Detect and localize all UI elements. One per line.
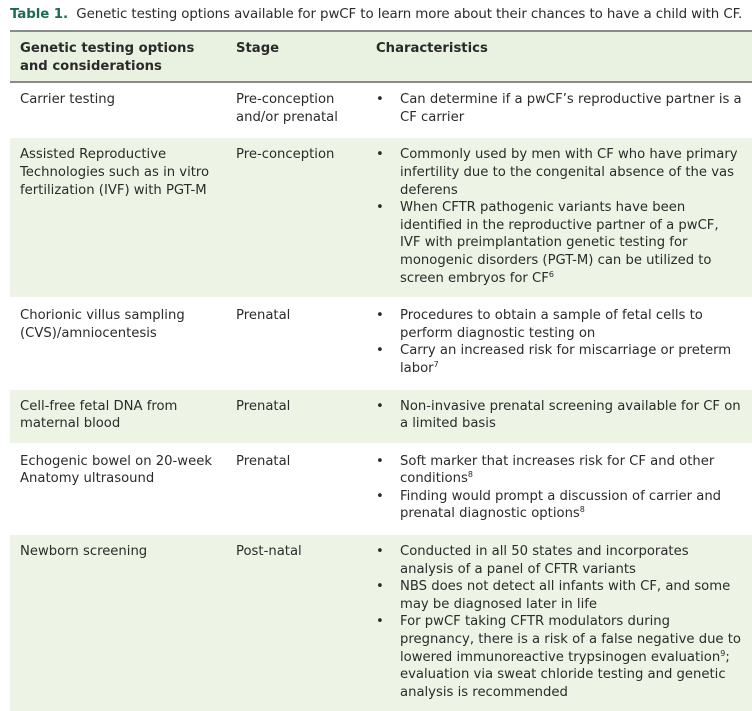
characteristics-list [376, 398, 742, 433]
characteristic-text: For pwCF taking CFTR modulators during pregnancy, there is a risk of a false negative due to lowered immunoreactive trypsinogen evaluation [400, 614, 741, 665]
characteristic-item [376, 307, 742, 342]
stage-cell: Prenatal [226, 298, 366, 388]
characteristic-item [376, 146, 742, 199]
table-row [10, 389, 752, 444]
characteristic-text: Commonly used by men with CF who have primary infertility due to the congenital absence of the vas deferens [400, 147, 738, 198]
genetic-testing-table [10, 30, 752, 711]
reference-superscript: 6 [548, 269, 554, 279]
stage-cell: Prenatal [226, 389, 366, 444]
table-row [10, 298, 752, 388]
stage-cell: Pre-conception and/or prenatal [236, 92, 338, 125]
characteristic-text-tail: ; evaluation via sweat chloride testing and genetic analysis is recommended [400, 649, 730, 700]
characteristic-text: When CFTR pathogenic variants have been identified in the reproductive partner of a pwCF, IVF with preimplantation genetic testing for monogenic disorders (PGT-M) can be utilized to screen embryos for CF [400, 200, 719, 286]
option-cell: Chorionic villus sampling (CVS)/amniocentesis [10, 298, 226, 388]
characteristic-item [376, 453, 742, 488]
header-option: Genetic testing options and considerations [10, 31, 226, 82]
characteristic-text: Conducted in all 50 states and incorporates analysis of a panel of CFTR variants [400, 544, 689, 577]
characteristic-text: Non-invasive prenatal screening available for CF on a limited basis [400, 398, 741, 432]
characteristic-item [376, 613, 742, 701]
characteristic-item [376, 199, 742, 287]
characteristic-text: Can determine if a pwCF’s reproductive partner is a CF carrier [400, 92, 742, 125]
option-cell: Cell-free fetal DNA from maternal blood [10, 389, 226, 444]
stage-cell: Pre-conception [226, 137, 366, 298]
header-stage: Stage [226, 31, 366, 82]
characteristics-list [376, 91, 742, 126]
characteristics-cell [366, 534, 752, 711]
characteristic-item [376, 578, 742, 613]
characteristics-list [376, 307, 742, 377]
characteristics-list [376, 453, 742, 523]
reference-superscript: 9 [720, 648, 726, 658]
header-characteristics: Characteristics [366, 31, 752, 82]
characteristics-cell [366, 389, 752, 444]
table-caption [10, 6, 742, 24]
characteristics-cell [366, 82, 752, 137]
characteristics-cell [366, 137, 752, 298]
option-cell: Assisted Reproductive Technologies such as in vitro fertilization (IVF) with PGT-M [10, 137, 226, 298]
table-header-row [10, 31, 752, 82]
reference-superscript: 7 [433, 359, 439, 369]
option-cell: Newborn screening [10, 534, 226, 711]
option-cell: Carrier testing [20, 92, 116, 108]
table-row [10, 82, 752, 137]
characteristic-item [376, 398, 742, 433]
caption-label: Table 1. [10, 7, 68, 22]
caption-text: Genetic testing options available for pwCF to learn more about their chances to have a child with CF. [76, 7, 743, 22]
characteristic-text: Procedures to obtain a sample of fetal cells to perform diagnostic testing on [400, 308, 703, 341]
characteristics-list [376, 543, 742, 701]
table-row [10, 534, 752, 711]
characteristic-text: Carry an increased risk for miscarriage or preterm labor [400, 343, 732, 376]
characteristics-cell [366, 444, 752, 534]
characteristics-cell [366, 298, 752, 388]
reference-superscript: 8 [579, 505, 585, 515]
characteristic-text: Finding would prompt a discussion of carrier and prenatal diagnostic options [400, 488, 722, 522]
table-row [10, 444, 752, 534]
table-row [10, 137, 752, 298]
characteristic-item [376, 342, 742, 377]
option-cell: Echogenic bowel on 20-week Anatomy ultrasound [10, 444, 226, 534]
characteristic-text: Soft marker that increases risk for CF and other conditions [400, 453, 715, 487]
characteristic-text: NBS does not detect all infants with CF, and some may be diagnosed later in life [400, 579, 731, 612]
stage-cell: Prenatal [226, 444, 366, 534]
characteristic-item [376, 488, 742, 523]
characteristics-list [376, 146, 742, 287]
characteristic-item [376, 91, 742, 126]
stage-cell: Post-natal [226, 534, 366, 711]
characteristic-item [376, 543, 742, 578]
reference-superscript: 8 [467, 470, 473, 480]
